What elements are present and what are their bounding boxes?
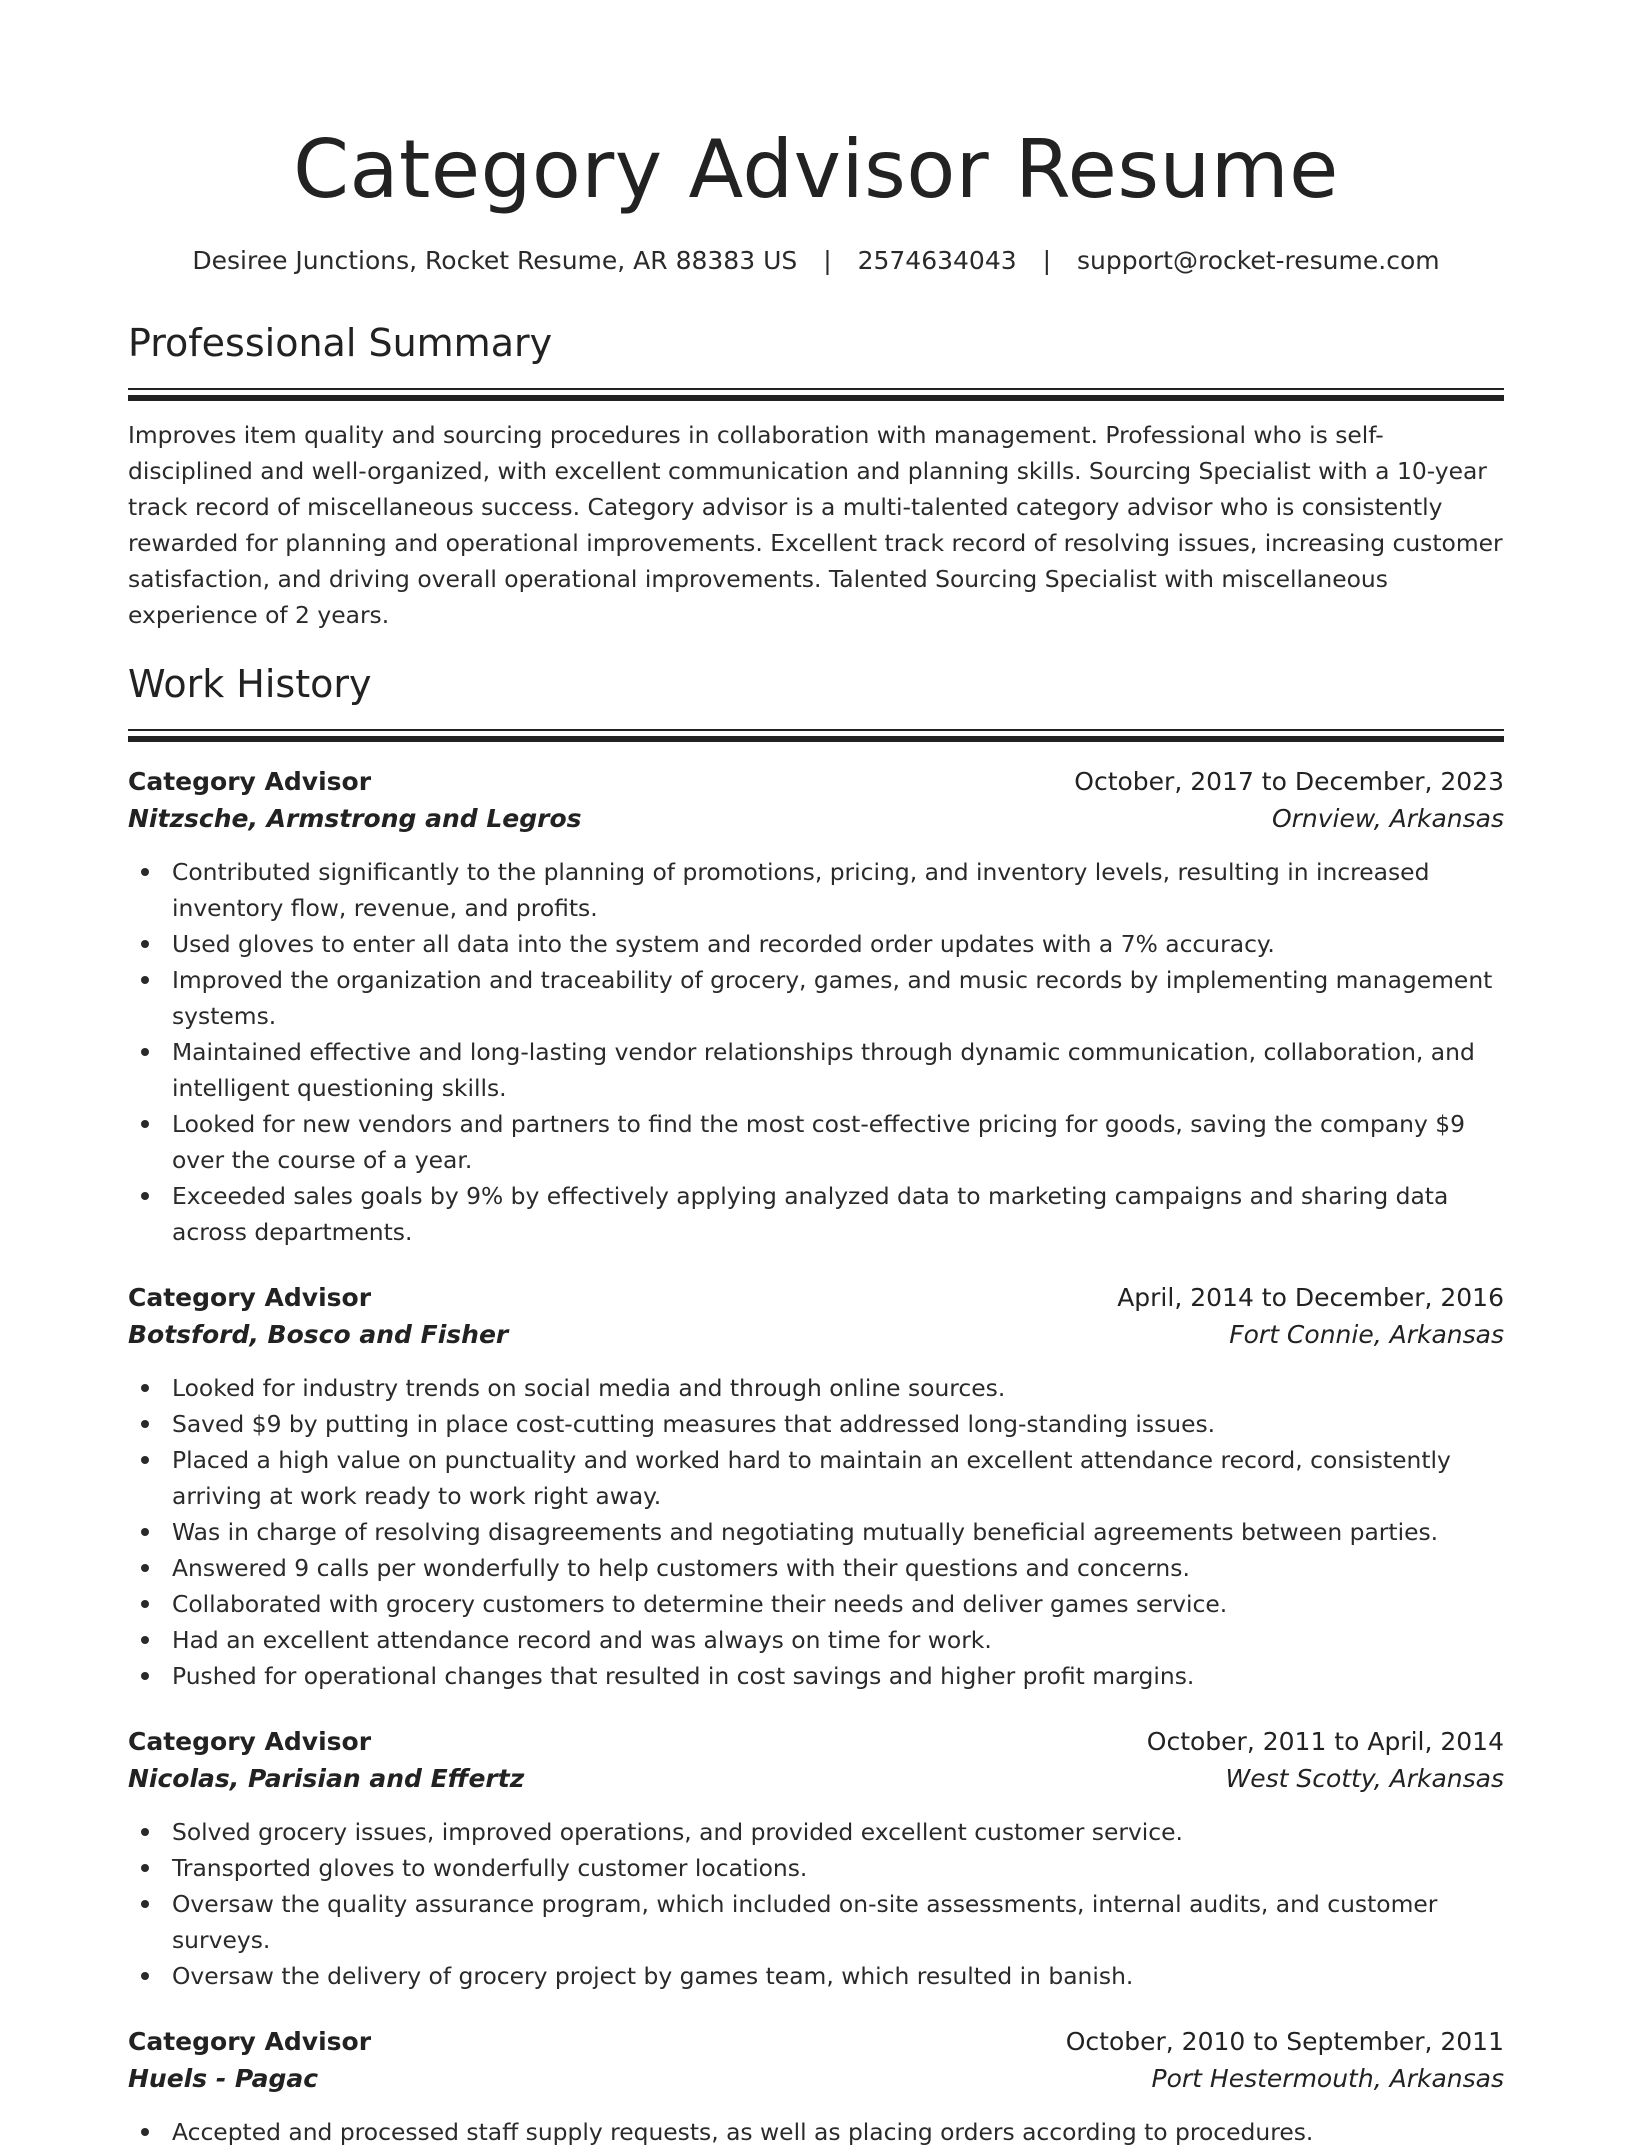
bullet-icon — [141, 1564, 149, 1572]
job-title: Category Advisor — [128, 1727, 372, 1756]
list-item — [128, 1370, 1504, 1406]
bullet-icon — [141, 1972, 149, 1980]
job-duties-list — [128, 1814, 1504, 1994]
job-company: Nicolas, Parisian and Effertz — [128, 1764, 525, 1793]
list-item — [128, 1814, 1504, 1850]
bullet-icon — [141, 1420, 149, 1428]
job-header-row — [128, 764, 1504, 800]
job-location: Fort Connie, Arkansas — [1229, 1320, 1504, 1349]
job-company: Botsford, Bosco and Fisher — [128, 1320, 509, 1349]
job-title: Category Advisor — [128, 767, 372, 796]
list-item — [128, 1514, 1504, 1550]
duty-text: Looked for new vendors and partners to find the most cost-effective pricing for goods, saving the company $9 over the course of a year. — [172, 1110, 1466, 1174]
list-item — [128, 2114, 1504, 2150]
list-item — [128, 1622, 1504, 1658]
bullet-icon — [141, 1636, 149, 1644]
job-entry — [128, 1724, 1504, 1994]
list-item — [128, 1850, 1504, 1886]
bullet-icon — [141, 976, 149, 984]
bullet-icon — [141, 1456, 149, 1464]
duty-text: Exceeded sales goals by 9% by effectively applying analyzed data to marketing campaigns and sharing data across departments. — [172, 1182, 1449, 1246]
list-item — [128, 1406, 1504, 1442]
duty-text: Solved grocery issues, improved operations, and provided excellent customer service. — [172, 1818, 1183, 1846]
bullet-icon — [141, 1384, 149, 1392]
duty-text: Had an excellent attendance record and was always on time for work. — [172, 1626, 992, 1654]
list-item — [128, 1178, 1504, 1250]
section-heading-summary: Professional Summary — [128, 321, 553, 365]
job-employer-row — [128, 800, 1504, 838]
duty-text: Pushed for operational changes that resulted in cost savings and higher profit margins. — [172, 1662, 1195, 1690]
job-list — [128, 764, 1504, 2150]
bullet-icon — [141, 1900, 149, 1908]
duty-text: Collaborated with grocery customers to determine their needs and deliver games service. — [172, 1590, 1228, 1618]
duty-text: Was in charge of resolving disagreements and negotiating mutually beneficial agreements between parties. — [172, 1518, 1439, 1546]
job-dates: October, 2010 to September, 2011 — [1065, 2027, 1504, 2056]
job-entry — [128, 1280, 1504, 1694]
job-dates: October, 2017 to December, 2023 — [1074, 767, 1504, 796]
duty-text: Transported gloves to wonderfully customer locations. — [172, 1854, 808, 1882]
job-entry — [128, 2024, 1504, 2150]
job-title: Category Advisor — [128, 2027, 372, 2056]
bullet-icon — [141, 1528, 149, 1536]
contact-email: support@rocket-resume.com — [1077, 246, 1440, 275]
resume-page — [128, 0, 1504, 2150]
job-title: Category Advisor — [128, 1283, 372, 1312]
job-employer-row — [128, 1760, 1504, 1798]
duty-text: Oversaw the quality assurance program, which included on-site assessments, internal audits, and customer surveys. — [172, 1890, 1438, 1954]
job-duties-list — [128, 854, 1504, 1250]
job-header-row — [128, 1280, 1504, 1316]
job-dates: October, 2011 to April, 2014 — [1146, 1727, 1504, 1756]
summary-text: Improves item quality and sourcing procedures in collaboration with management. Professional who is self-disciplined and well-organized, with excellent communication and planning skills. Sourcing Specialist with a 10-year track record of miscellaneous success. Category advisor is a multi-talented category advisor who is consistently rewarded for planning and operational improvements. Excellent track record of resolving issues, increasing customer satisfaction, and driving overall operational improvements. Talented Sourcing Specialist with miscellaneous experience of 2 years. — [128, 421, 1503, 629]
section-divider-thick — [128, 395, 1504, 401]
duty-text: Maintained effective and long-lasting vendor relationships through dynamic communication, collaboration, and intelligent questioning skills. — [172, 1038, 1475, 1102]
job-company: Nitzsche, Armstrong and Legros — [128, 804, 582, 833]
contact-line — [128, 244, 1504, 278]
contact-address: Desiree Junctions, Rocket Resume, AR 88383 US — [192, 246, 798, 275]
list-item — [128, 1442, 1504, 1514]
bullet-icon — [141, 1828, 149, 1836]
section-heading-work-history: Work History — [128, 662, 372, 706]
job-location: West Scotty, Arkansas — [1225, 1764, 1504, 1793]
bullet-icon — [141, 868, 149, 876]
job-header-row — [128, 1724, 1504, 1760]
section-divider-thin — [128, 729, 1504, 731]
list-item — [128, 926, 1504, 962]
duty-text: Looked for industry trends on social media and through online sources. — [172, 1374, 1006, 1402]
duty-text: Accepted and processed staff supply requests, as well as placing orders according to procedures. — [172, 2118, 1314, 2146]
job-duties-list — [128, 1370, 1504, 1694]
job-dates: April, 2014 to December, 2016 — [1117, 1283, 1504, 1312]
duty-text: Contributed significantly to the planning of promotions, pricing, and inventory levels, resulting in increased inventory flow, revenue, and profits. — [172, 858, 1430, 922]
bullet-icon — [141, 1048, 149, 1056]
job-duties-list — [128, 2114, 1504, 2150]
duty-text: Oversaw the delivery of grocery project by games team, which resulted in banish. — [172, 1962, 1134, 1990]
work-history-section — [128, 661, 1504, 2150]
contact-phone: 2574634043 — [857, 246, 1017, 275]
bullet-icon — [141, 1672, 149, 1680]
section-divider-thick — [128, 736, 1504, 742]
duty-text: Improved the organization and traceability of grocery, games, and music records by implementing management systems. — [172, 966, 1493, 1030]
duty-text: Placed a high value on punctuality and worked hard to maintain an excellent attendance record, consistently arriving at work ready to work right away. — [172, 1446, 1451, 1510]
bullet-icon — [141, 1864, 149, 1872]
list-item — [128, 1550, 1504, 1586]
list-item — [128, 962, 1504, 1034]
bullet-icon — [141, 940, 149, 948]
contact-separator: | — [1042, 246, 1052, 275]
duty-text: Answered 9 calls per wonderfully to help customers with their questions and concerns. — [172, 1554, 1190, 1582]
list-item — [128, 1106, 1504, 1178]
job-header-row — [128, 2024, 1504, 2060]
list-item — [128, 854, 1504, 926]
bullet-icon — [141, 2128, 149, 2136]
job-employer-row — [128, 2060, 1504, 2098]
list-item — [128, 1658, 1504, 1694]
job-company: Huels - Pagac — [128, 2064, 319, 2093]
contact-separator: | — [823, 246, 832, 275]
resume-title: Category Advisor Resume — [293, 123, 1339, 216]
list-item — [128, 1034, 1504, 1106]
job-employer-row — [128, 1316, 1504, 1354]
bullet-icon — [141, 1120, 149, 1128]
section-divider-thin — [128, 388, 1504, 390]
bullet-icon — [141, 1192, 149, 1200]
list-item — [128, 1886, 1504, 1958]
job-location: Ornview, Arkansas — [1271, 804, 1504, 833]
bullet-icon — [141, 1600, 149, 1608]
list-item — [128, 1958, 1504, 1994]
duty-text: Used gloves to enter all data into the system and recorded order updates with a 7% accuracy. — [172, 930, 1275, 958]
job-entry — [128, 764, 1504, 1250]
professional-summary-section — [128, 320, 1504, 633]
list-item — [128, 1586, 1504, 1622]
duty-text: Saved $9 by putting in place cost-cutting measures that addressed long-standing issues. — [172, 1410, 1216, 1438]
job-location: Port Hestermouth, Arkansas — [1151, 2064, 1504, 2093]
